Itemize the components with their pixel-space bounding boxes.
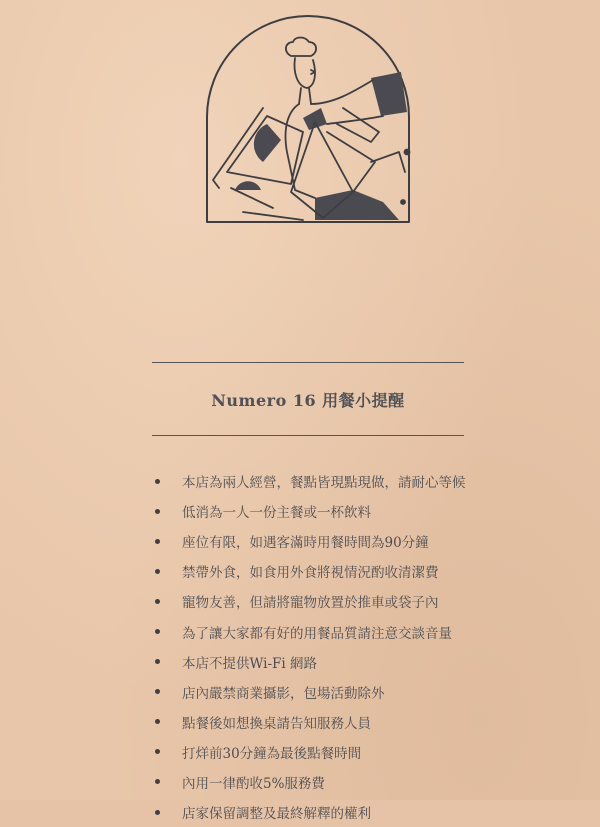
list-item <box>155 496 475 526</box>
list-item-text: 為了讓大家都有好的用餐品質請注意交談音量 <box>182 625 452 642</box>
bullet-icon <box>155 719 160 724</box>
list-item <box>155 767 475 797</box>
list-item-text: 本店為兩人經營，餐點皆現點現做，請耐心等候 <box>182 475 466 492</box>
bullet-icon <box>155 479 160 484</box>
list-item-text: 座位有限，如遇客滿時用餐時間為90分鐘 <box>182 535 429 552</box>
bottom-divider <box>152 435 464 436</box>
bullet-icon <box>155 599 160 604</box>
bullet-icon <box>155 779 160 784</box>
list-item-text: 禁帶外食，如食用外食將視情況酌收清潔費 <box>182 565 439 582</box>
page-title: Numero 16 用餐小提醒 <box>211 391 405 410</box>
bullet-icon <box>155 539 160 544</box>
list-item <box>155 797 475 827</box>
top-divider <box>152 362 464 363</box>
list-item-text: 打烊前30分鐘為最後點餐時間 <box>182 745 362 762</box>
list-item <box>155 737 475 767</box>
list-item-text: 低消為一人一份主餐或一杯飲料 <box>182 505 371 522</box>
bullet-icon <box>155 509 160 514</box>
list-item <box>155 586 475 616</box>
list-item <box>155 616 475 646</box>
list-item <box>155 647 475 677</box>
bullet-icon <box>155 749 160 754</box>
bullet-icon <box>155 569 160 574</box>
list-item <box>155 677 475 707</box>
list-item <box>155 466 475 496</box>
list-item-text: 店家保留調整及最終解釋的權利 <box>182 806 371 823</box>
list-item-text: 寵物友善，但請將寵物放置於推車或袋子內 <box>182 595 439 612</box>
list-item-text: 店內嚴禁商業攝影，包場活動除外 <box>182 685 385 702</box>
list-item <box>155 707 475 737</box>
bullet-icon <box>155 629 160 634</box>
chef-serving-arch-illustration <box>203 12 413 224</box>
bullet-icon <box>155 810 160 815</box>
list-item-text: 內用一律酌收5%服務費 <box>182 775 325 792</box>
bullet-icon <box>155 659 160 664</box>
reminder-list <box>155 466 475 827</box>
list-item <box>155 556 475 586</box>
bullet-icon <box>155 689 160 694</box>
list-item-text: 點餐後如想換桌請告知服務人員 <box>182 715 371 732</box>
list-item-text: 本店不提供Wi-Fi 網路 <box>182 655 317 672</box>
list-item <box>155 526 475 556</box>
